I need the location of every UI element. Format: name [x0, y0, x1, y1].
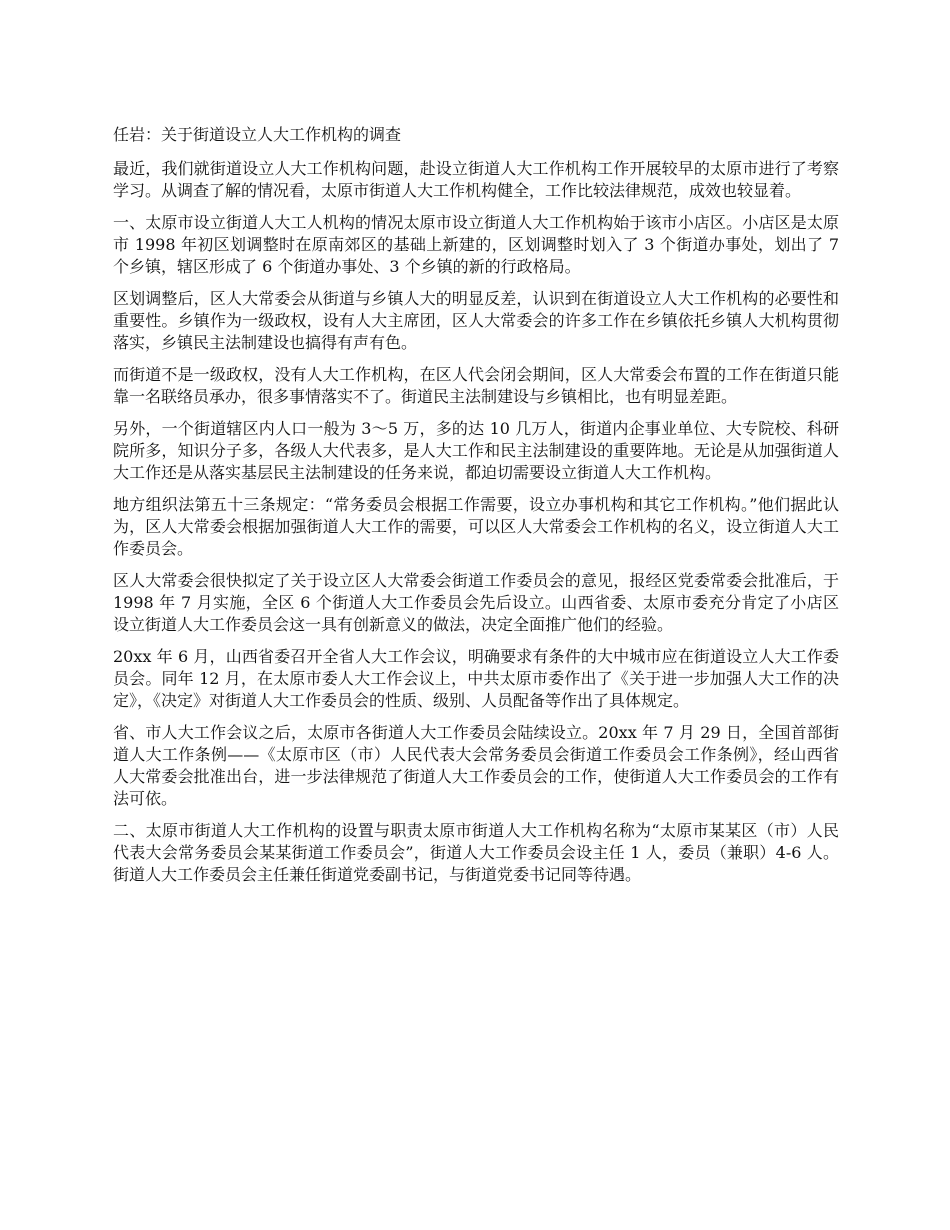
paragraph-section-two: 二、太原市街道人大工作机构的设置与职责太原市街道人大工作机构名称为“太原市某某区（市）人民代表大会常务委员会某某街道工作委员会”，街道人大工作委员会设主任 1 人，委员（兼职）4-6 人。街道人大工作委员会主任兼任街道党委副书记，与街道党委书记同等待遇。 — [113, 821, 839, 884]
document-page — [113, 124, 839, 896]
paragraph-establishment: 区人大常委会很快拟定了关于设立区人大常委会街道工作委员会的意见，报经区党委常委会批准后，于 1998 年 7 月实施，全区 6 个街道人大工作委员会先后设立。山西省委、太原市委充分肯定了小店区设立街道人大工作委员会这一具有创新意义的做法，决定全面推广他们的经验。 — [113, 571, 839, 634]
paragraph-intro: 最近，我们就街道设立人大工作机构问题，赴设立街道人大工作机构工作开展较早的太原市进行了考察学习。从调查了解的情况看，太原市街道人大工作机构健全，工作比较法律规范，成效也较显着。 — [113, 159, 839, 200]
paragraph-street-no-organ: 而街道不是一级政权，没有人大工作机构，在区人代会闭会期间，区人大常委会布置的工作在街道只能靠一名联络员承办，很多事情落实不了。街道民主法制建设与乡镇相比，也有明显差距。 — [113, 365, 839, 406]
paragraph-section-one: 一、太原市设立街道人大工人机构的情况太原市设立街道人大工作机构始于该市小店区。小店区是太原市 1998 年初区划调整时在原南郊区的基础上新建的，区划调整时划入了 3 个街道办事处，划出了 7 个乡镇，辖区形成了 6 个街道办事处、3 个乡镇的新的行政格局。 — [113, 213, 839, 276]
paragraph-provincial-meeting: 20xx 年 6 月，山西省委召开全省人大工作会议，明确要求有条件的大中城市应在街道设立人大工作委员会。同年 12 月，在太原市委人大工作会议上，中共太原市委作出了《关于进一步加强人大工作的决定》，《决定》对街道人大工作委员会的性质、级别、人员配备等作出了具体规定。 — [113, 647, 839, 710]
document-title: 任岩：关于街道设立人大工作机构的调查 — [113, 125, 402, 144]
paragraph-regulations: 省、市人大工作会议之后，太原市各街道人大工作委员会陆续设立。20xx 年 7 月 29 日，全国首部街道人大工作条例——《太原市区（市）人民代表大会常务委员会街道工作委员会工作条例》，经山西省人大常委会批准出台，进一步法律规范了街道人大工作委员会的工作，使街道人大工作委员会的工作有法可依。 — [113, 723, 839, 808]
paragraph-after-division: 区划调整后，区人大常委会从街道与乡镇人大的明显反差，认识到在街道设立人大工作机构的必要性和重要性。乡镇作为一级政权，设有人大主席团，区人大常委会的许多工作在乡镇依托乡镇人大机构贯彻落实，乡镇民主法制建设也搞得有声有色。 — [113, 289, 839, 352]
paragraph-population: 另外，一个街道辖区内人口一般为 3～5 万，多的达 10 几万人，街道内企事业单位、大专院校、科研院所多，知识分子多，各级人大代表多，是人大工作和民主法制建设的重要阵地。无论是从加强街道人大工作还是从落实基层民主法制建设的任务来说，都迫切需要设立街道人大工作机构。 — [113, 419, 839, 482]
paragraph-organic-law: 地方组织法第五十三条规定：“常务委员会根据工作需要，设立办事机构和其它工作机构。”他们据此认为，区人大常委会根据加强街道人大工作的需要，可以区人大常委会工作机构的名义，设立街道人大工作委员会。 — [113, 495, 839, 558]
